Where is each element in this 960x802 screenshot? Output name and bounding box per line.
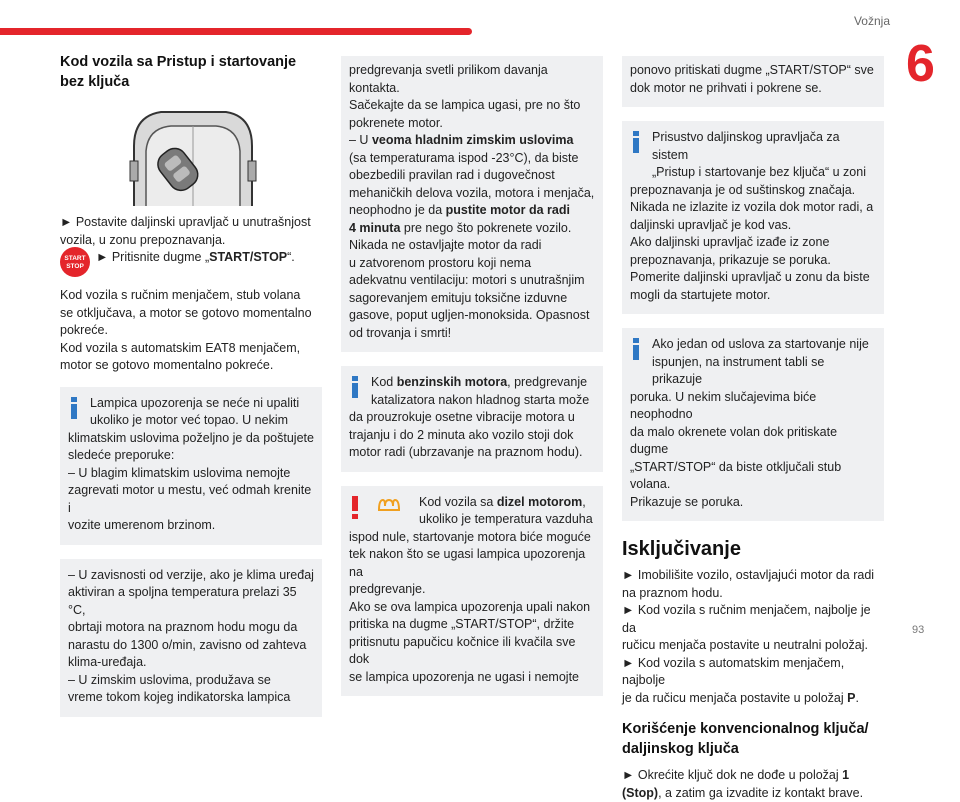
note-line: predgrevanje. <box>349 581 595 599</box>
cold-weather-note <box>341 56 603 352</box>
diesel-note-continued <box>622 56 884 107</box>
warning-note-diesel <box>341 486 603 697</box>
note-line: klima-uređaja. <box>68 654 314 672</box>
note-line: da prouzrokuje osetne vibracije motora u <box>349 409 595 427</box>
info-icon <box>632 338 640 360</box>
key-bold-1: 1 <box>842 768 849 782</box>
note-line: sledeće preporuke: <box>68 447 314 465</box>
note-line: Nikada ne izlazite iz vozila dok motor radi, a <box>630 199 876 217</box>
note-line: dok motor ne prihvati i pokrene se. <box>630 80 876 98</box>
note-line: Nikada ne ostavljajte motor da radi <box>349 237 595 255</box>
note-line: od trovanja i smrti! <box>349 325 595 343</box>
petrol-bold: benzinskih motora <box>397 375 507 389</box>
minutes-bold: 4 minuta <box>349 221 400 235</box>
note-line: ponovo pritiskati dugme „START/STOP“ sve <box>630 62 876 80</box>
note-line: „START/STOP“ da biste otključali stub volana. <box>630 459 876 494</box>
note-line: Prikazuje se poruka. <box>630 494 876 512</box>
info-note-climate <box>60 559 322 717</box>
key-bold-2: (Stop) <box>622 786 658 800</box>
petrol-pre: Kod <box>371 375 397 389</box>
info-note-remote-presence <box>622 121 884 314</box>
key-post: , a zatim ga izvadite iz kontakt brave. <box>658 786 863 800</box>
note-line: tek nakon što se ugasi lampica upozorenja na <box>349 546 595 581</box>
switching-off-body <box>622 567 884 707</box>
petrol-post: , predgrevanje <box>507 375 587 389</box>
step-place-remote: ► Postavite daljinski upravljač u unutrašnjost vozila, u zonu prepoznavanja. <box>60 214 322 249</box>
note-line <box>349 374 595 392</box>
start-icon-bottom-text: STOP <box>60 263 90 271</box>
note-line: predgrevanja svetli prilikom davanja kontakta. <box>349 62 595 97</box>
column-2 <box>341 56 603 696</box>
note-line: poruka. U nekim slučajevima biće neophodno <box>630 389 876 424</box>
body-line: motor se gotovo momentalno pokreće. <box>60 357 322 375</box>
cold-bold: veoma hladnim zimskim uslovima <box>372 133 573 147</box>
diesel-pre: Kod vozila sa <box>419 495 497 509</box>
body-line: Kod vozila s ručnim menjačem, stub volana <box>60 287 322 305</box>
note-line: zagrevati motor u mestu, već odmah krenite i <box>68 482 314 517</box>
note-line: Lampica upozorenja se neće ni upaliti <box>68 395 314 413</box>
conventional-key-body <box>622 767 884 802</box>
off-last-post: . <box>855 691 858 705</box>
step2-pre: ► Pritisnite dugme „ <box>96 250 209 264</box>
body-line <box>622 767 884 785</box>
note-line: vozite umerenom brzinom. <box>68 517 314 535</box>
note-line: ispod nule, startovanje motora biće moguće <box>349 529 595 547</box>
preheat-pre: neophodno je da <box>349 203 446 217</box>
note-line: motor radi (ubrzavanje na praznom hodu). <box>349 444 595 462</box>
section-title: Vožnja <box>854 14 890 28</box>
note-line: vreme tokom kojeg indikatorska lampica <box>68 689 314 707</box>
info-note-start-condition <box>622 328 884 521</box>
note-line: prepoznavanja, prikazuje se poruka. <box>630 252 876 270</box>
note-line: klimatskim uslovima poželjno je da poštujete <box>68 430 314 448</box>
note-line: ukoliko je motor već topao. U nekim <box>68 412 314 430</box>
note-line: – U blagim klimatskim uslovima nemojte <box>68 465 314 483</box>
body-line: pokreće. <box>60 322 322 340</box>
switching-off-heading: Isključivanje <box>622 537 884 561</box>
info-note-petrol <box>341 366 603 472</box>
note-line: Sačekajte da se lampica ugasi, pre no što <box>349 97 595 115</box>
page-number: 93 <box>912 624 924 636</box>
note-line: mehaničkih delova vozila, motora i menjača, <box>349 185 595 203</box>
body-line: ► Kod vozila s ručnim menjačem, najbolje je da <box>622 602 884 637</box>
note-line: Ako se ova lampica upozorenja upali nakon <box>349 599 595 617</box>
body-line: ► Kod vozila s automatskim menjačem, najbolje <box>622 655 884 690</box>
body-line: ► Imobilišite vozilo, ostavljajući motor da radi <box>622 567 884 585</box>
top-accent-bar <box>0 28 472 35</box>
start-icon-top-text: START <box>60 255 90 263</box>
body-line: ručicu menjača postavite u neutralni položaj. <box>622 637 884 655</box>
note-line <box>349 132 595 150</box>
key-pre: ► Okrećite ključ dok ne dođe u položaj <box>622 768 842 782</box>
note-line <box>349 220 595 238</box>
step2-post: “. <box>287 250 295 264</box>
keyless-start-heading: Kod vozila sa Pristup i startovanje bez ključa <box>60 52 322 92</box>
column-3 <box>622 56 884 802</box>
note-line: obezbedili pravilan rad i dugovečnost <box>349 167 595 185</box>
note-line: aktiviran a spoljna temperatura prelazi 35 °C, <box>68 584 314 619</box>
body-line: na praznom hodu. <box>622 585 884 603</box>
note-line: daljinski upravljač je kod vas. <box>630 217 876 235</box>
note-line: Pomerite daljinski upravljač u zonu da biste <box>630 269 876 287</box>
note-line: narastu do 1300 o/min, zavisno od zahteva <box>68 637 314 655</box>
car-key-illustration <box>116 106 266 206</box>
info-icon <box>632 131 640 153</box>
start-stop-button-icon <box>60 247 90 277</box>
minutes-post: pre nego što pokrenete vozilo. <box>400 221 571 235</box>
note-line: Ako daljinski upravljač izađe iz zone <box>630 234 876 252</box>
chapter-number: 6 <box>906 38 935 90</box>
note-line: prepoznavanja je od suštinskog značaja. <box>630 182 876 200</box>
conventional-key-heading: Korišćenje konvencionalnog ključa/ daljinskog ključa <box>622 719 872 759</box>
note-line: sagorevanjem emituju toksične izduvne <box>349 290 595 308</box>
step-press-start <box>60 249 322 279</box>
note-line: Ako jedan od uslova za startovanje nije <box>630 336 876 354</box>
note-line: – U zimskim uslovima, produžava se <box>68 672 314 690</box>
cold-pre: – U <box>349 133 372 147</box>
info-icon <box>70 397 78 419</box>
note-line: katalizatora nakon hladnog starta može <box>349 392 595 410</box>
note-line: obrtaji motora na praznom hodu mogu da <box>68 619 314 637</box>
off-last-pre: je da ručicu menjača postavite u položaj <box>622 691 847 705</box>
note-line: „Pristup i startovanje bez ključa“ u zoni <box>630 164 876 182</box>
note-line: adekvatnu ventilaciju: motori s unutrašnjim <box>349 272 595 290</box>
column-1 <box>60 52 322 717</box>
note-line: se lampica upozorenja ne ugasi i nemojte <box>349 669 595 687</box>
body-line <box>622 690 884 708</box>
preheat-bold: pustite motor da radi <box>446 203 570 217</box>
note-line: – U zavisnosti od verzije, ako je klima uređaj <box>68 567 314 585</box>
body-line <box>622 785 884 802</box>
note-line: Prisustvo daljinskog upravljača za sistem <box>630 129 876 164</box>
step2-bold: START/STOP <box>209 250 287 264</box>
note-line: u zatvorenom prostoru koji nema <box>349 255 595 273</box>
note-line: gasove, poput ugljen-monoksida. Opasnost <box>349 307 595 325</box>
body-line: se otključava, a motor se gotovo momentalno <box>60 305 322 323</box>
note-line: trajanju i do 2 minuta ako vozilo stoji dok <box>349 427 595 445</box>
body-line: Kod vozila s automatskim EAT8 menjačem, <box>60 340 322 358</box>
diesel-post: , <box>582 495 585 509</box>
note-line: (sa temperaturama ispod -23°C), da biste <box>349 150 595 168</box>
note-line: da malo okrenete volan dok pritiskate dugme <box>630 424 876 459</box>
note-line <box>349 202 595 220</box>
preheating-coil-icon <box>377 498 401 512</box>
off-last-bold: P <box>847 691 855 705</box>
info-icon <box>351 376 359 398</box>
info-note-warm-engine <box>60 387 322 545</box>
start-body <box>60 287 322 375</box>
warning-exclamation-icon <box>351 496 359 520</box>
note-line: pritisnutu papučicu kočnice ili kvačila sve dok <box>349 634 595 669</box>
diesel-bold: dizel motorom <box>497 495 582 509</box>
note-line: pritiska na dugme „START/STOP“, držite <box>349 616 595 634</box>
note-line: ukoliko je temperatura vazduha <box>349 511 595 529</box>
note-line: mogli da startujete motor. <box>630 287 876 305</box>
note-line: ispunjen, na instrument tabli se prikazuje <box>630 354 876 389</box>
note-line: pokrenete motor. <box>349 115 595 133</box>
